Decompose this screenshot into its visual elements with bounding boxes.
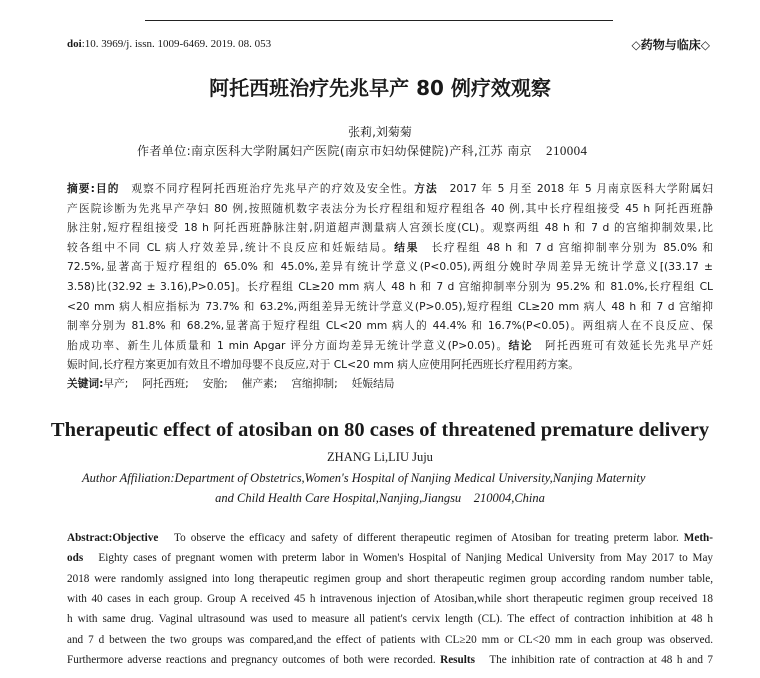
- abstract-en-text: 2018 were randomly assigned into long therapeutic regimen group and short therapeutic regimen group according random number table,: [67, 572, 713, 585]
- abstract-cn-text: 脉注射,短疗程组接受 18 h 阿托西班静脉注射,阴道超声测量病人宫颈长度(CL)。观察两组 48 h 和 7 d 的宫缩抑制效果,比: [67, 221, 713, 235]
- keyword: 阿托西班;: [142, 377, 189, 390]
- authors-chinese: 张莉,刘菊菊: [348, 125, 412, 139]
- abstract-en-line: [67, 548, 713, 568]
- abstract-en-text: h with same drug. Vaginal ultrasound was used to measure all patient's cervix length (CL). The effect of contraction inhibition at 48 h: [67, 613, 713, 626]
- abstract-en-line: [67, 528, 713, 548]
- abstract-cn-text: 较各组中不同 CL 病人疗效差异,统计不良反应和妊娠结局。: [67, 240, 395, 254]
- abstract-cn-heading: 方法: [414, 182, 438, 195]
- journal-section-label: ◇药物与临床◇: [631, 38, 710, 52]
- doi-value: :10. 3969/j. issn. 1009-6469. 2019. 08. 053: [81, 38, 272, 50]
- title-chinese: 阿托西班治疗先兆早产 80 例疗效观察: [209, 76, 551, 100]
- authors-english: ZHANG Li,LIU Juju: [327, 450, 433, 464]
- abstract-cn-line: [67, 277, 713, 297]
- abstract-en-line: [67, 569, 713, 589]
- abstract-en-line: [67, 589, 713, 609]
- abstract-en-heading: ods: [67, 552, 84, 565]
- abstract-cn-line: [67, 355, 713, 375]
- keyword: 妊娠结局: [351, 377, 395, 390]
- abstract-en-line: [67, 609, 713, 629]
- keyword: 早产;: [103, 377, 129, 390]
- keywords-terms: [103, 377, 408, 390]
- abstract-en-text: To observe the efficacy and safety of different therapeutic regimen of Atosiban for treating preterm labor.: [158, 532, 684, 544]
- abstract-en-heading: Abstract:Objective: [67, 532, 159, 544]
- abstract-en-heading: Meth-: [683, 532, 713, 544]
- keyword: 宫缩抑制;: [291, 377, 338, 390]
- abstract-cn-text: 72.5%,显著高于短疗程组的 65.0% 和 45.0%,差异有统计学意义(P<0.05),两组分娩时孕周差异无统计学意义[(33.17 ±: [67, 260, 713, 274]
- abstract-en-heading: Results: [440, 653, 475, 666]
- abstract-cn-line: [67, 336, 713, 356]
- keyword: 催产素;: [241, 377, 278, 390]
- abstract-cn-text: 阿托西班可有效延长先兆早产妊: [532, 338, 713, 352]
- abstract-cn-text: 3.58)比(32.92 ± 3.16),P>0.05]。长疗程组 CL≥20 mm 病人 48 h 和 7 d 宫缩抑制率分别为 95.2% 和 81.0%,长疗程组 CL: [67, 280, 713, 293]
- abstract-cn-line: [67, 218, 713, 238]
- affiliation-english-postcode: 210004,China: [473, 491, 545, 505]
- abstract-cn-text: 娠时间,长疗程方案更加有效且不增加母婴不良反应,对于 CL<20 mm 病人应使用阿托西班长疗程用药方案。: [67, 358, 579, 372]
- abstract-en-line: [67, 650, 713, 670]
- abstract-cn-heading: 摘要:目的: [67, 182, 120, 195]
- abstract-cn-text: 胎成功率、新生儿体质量和 1 min Apgar 评分方面均差异无统计学意义(P>0.05)。: [67, 338, 509, 352]
- affiliation-english-text1: :Department of Obstetrics,Women's Hospital of Nanjing Medical University,Nanjing Maternity: [170, 471, 646, 485]
- affiliation-english-text2: and Child Health Care Hospital,Nanjing,Jiangsu: [215, 491, 462, 505]
- abstract-cn-text: 长疗程组 48 h 和 7 d 宫缩抑制率分别为 85.0% 和: [419, 240, 713, 254]
- abstract-cn-text: 制率分别为 81.8% 和 68.2%,显著高于短疗程组 CL<20 mm 病人的 44.4% 和 16.7%(P<0.05)。两组病人在不良反应、保: [67, 319, 713, 333]
- top-rule: [145, 20, 613, 21]
- affiliation-english-label: Author Affiliation: [82, 471, 171, 485]
- abstract-cn-line: [67, 238, 713, 258]
- abstract-en-text: The inhibition rate of contraction at 48 h and 7: [474, 653, 713, 666]
- abstract-cn-line: [67, 199, 713, 219]
- abstract-cn-text: <20 mm 病人相应指标为 73.7% 和 63.2%,两组差异无统计学意义(P>0.05),短疗程组 CL≥20 mm 病人 48 h 和 7 d 宫缩抑: [67, 299, 713, 313]
- doi-line: [67, 38, 271, 50]
- abstract-cn-heading: 结论: [508, 338, 533, 352]
- keyword: 安胎;: [202, 377, 228, 390]
- abstract-chinese: [67, 179, 713, 379]
- abstract-english: [67, 528, 713, 678]
- affiliation-english-line1: [82, 471, 697, 486]
- abstract-en-text: with 40 cases in each group. Group A received 45 h intravenous injection of Atosiban,while short therapeutic regimen group received 18: [67, 592, 713, 605]
- affiliation-english-line2: [0, 491, 760, 506]
- abstract-en-line: [67, 630, 713, 650]
- abstract-cn-line: [67, 297, 713, 317]
- abstract-cn-line: [67, 179, 713, 199]
- doi-label: doi: [67, 38, 82, 50]
- abstract-cn-heading: 结果: [394, 240, 420, 254]
- keywords-chinese: [67, 374, 408, 394]
- title-english: Therapeutic effect of atosiban on 80 cases of threatened premature delivery: [50, 419, 710, 441]
- affiliation-chinese-text: 作者单位:南京医科大学附属妇产医院(南京市妇幼保健院)产科,江苏 南京: [137, 144, 533, 158]
- abstract-en-text: and 7 d between the two groups was compared,and the effect of patients with CL≥20 mm or CL<20 mm in each group was observed.: [67, 633, 713, 646]
- abstract-cn-line: [67, 316, 713, 336]
- abstract-cn-text: 观察不同疗程阿托西班治疗先兆早产的疗效及安全性。: [119, 182, 415, 195]
- keywords-label: 关键词:: [67, 377, 104, 390]
- abstract-cn-text: 产医院诊断为先兆早产孕妇 80 例,按照随机数字表法分为长疗程组和短疗程组各 40 例,其中长疗程组接受 45 h 阿托西班静: [67, 201, 713, 215]
- abstract-cn-text: 2017 年 5 月至 2018 年 5 月南京医科大学附属妇: [437, 182, 713, 195]
- affiliation-chinese: [137, 142, 587, 159]
- abstract-en-text: Furthermore adverse reactions and pregnancy outcomes of both were recorded.: [67, 653, 441, 666]
- affiliation-chinese-postcode: 210004: [546, 143, 588, 158]
- abstract-cn-line: [67, 257, 713, 277]
- abstract-en-text: Eighty cases of pregnant women with preterm labor in Women's Hospital of Nanjing Medical University from May 2017 to May: [83, 552, 713, 565]
